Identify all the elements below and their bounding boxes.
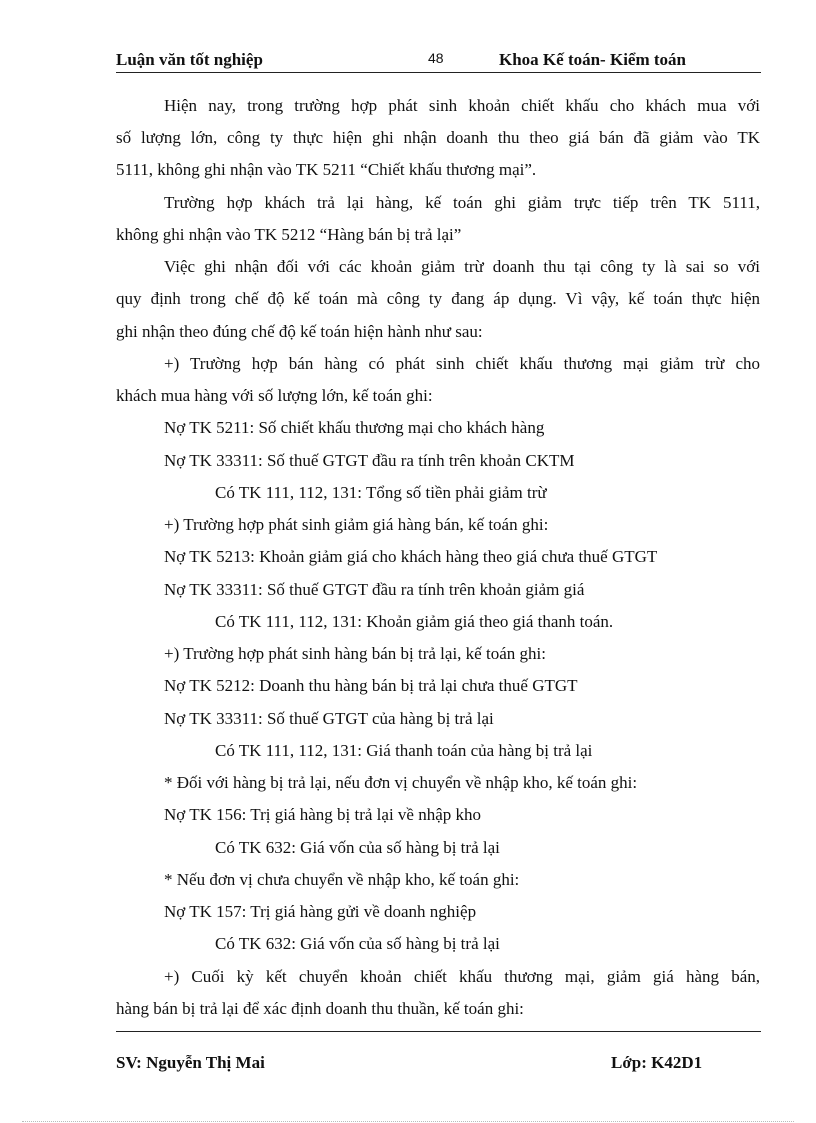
journal-entry-line: Có TK 111, 112, 131: Giá thanh toán của hàng bị trả lại [215,741,593,760]
paragraph-line: +) Trường hợp phát sinh giảm giá hàng bán, kế toán ghi: [164,515,549,534]
journal-entry-line: Nợ TK 33311: Số thuế GTGT đầu ra tính trên khoản giảm giá [164,580,585,599]
journal-entry-line: Nợ TK 156: Trị giá hàng bị trả lại về nhập kho [164,805,482,824]
journal-entry-line: Nợ TK 33311: Số thuế GTGT của hàng bị trả lại [164,709,494,728]
paragraph-line: * Đối với hàng bị trả lại, nếu đơn vị chuyển về nhập kho, kế toán ghi: [164,773,638,792]
footer-class: Lớp: K42D1 [611,1053,703,1072]
header-faculty: Khoa Kế toán- Kiểm toán [499,50,686,69]
paragraph-line: Hiện nay, trong trường hợp phát sinh khoản chiết khấu cho khách mua với [164,96,760,115]
journal-entry-line: Có TK 632: Giá vốn của số hàng bị trả lại [215,838,500,857]
journal-entry-line: Nợ TK 33311: Số thuế GTGT đầu ra tính trên khoản CKTM [164,451,575,470]
journal-entry-line: Có TK 632: Giá vốn của số hàng bị trả lại [215,934,500,953]
page-header [116,48,761,73]
paragraph-line: khách mua hàng với số lượng lớn, kế toán ghi: [116,386,433,405]
paragraph-line: hàng bán bị trả lại để xác định doanh thu thuần, kế toán ghi: [116,999,524,1018]
paragraph-line: số lượng lớn, công ty thực hiện ghi nhận doanh thu theo giá bán đã giảm vào TK [116,128,760,147]
footer-divider [116,1031,761,1032]
paragraph-line: không ghi nhận vào TK 5212 “Hàng bán bị trả lại” [116,225,462,244]
journal-entry-line: Nợ TK 5211: Số chiết khấu thương mại cho khách hàng [164,418,545,437]
journal-entry-line: Có TK 111, 112, 131: Khoản giảm giá theo giá thanh toán. [215,612,614,631]
paragraph-line: +) Trường hợp bán hàng có phát sinh chiết khấu thương mại giảm trừ cho [164,354,760,373]
paragraph-line: +) Cuối kỳ kết chuyển khoản chiết khấu thương mại, giảm giá hàng bán, [164,967,760,986]
paragraph-line: quy định trong chế độ kế toán mà công ty đang áp dụng. Vì vậy, kế toán thực hiện [116,289,760,308]
footer-student-name: SV: Nguyễn Thị Mai [116,1053,265,1072]
paragraph-line: Trường hợp khách trả lại hàng, kế toán ghi giảm trực tiếp trên TK 5111, [164,193,760,212]
paragraph-line: ghi nhận theo đúng chế độ kế toán hiện hành như sau: [116,322,483,341]
paragraph-line: * Nếu đơn vị chưa chuyển về nhập kho, kế toán ghi: [164,870,520,889]
journal-entry-line: Có TK 111, 112, 131: Tổng số tiền phải giảm trừ [215,483,547,502]
header-thesis-title: Luận văn tốt nghiệp [116,50,263,69]
paragraph-line: Việc ghi nhận đối với các khoản giảm trừ doanh thu tại công ty là sai so với [164,257,760,276]
paragraph-line: +) Trường hợp phát sinh hàng bán bị trả lại, kế toán ghi: [164,644,546,663]
journal-entry-line: Nợ TK 157: Trị giá hàng gửi về doanh nghiệp [164,902,477,921]
page-number: 48 [428,50,444,66]
journal-entry-line: Nợ TK 5213: Khoản giảm giá cho khách hàng theo giá chưa thuế GTGT [164,547,658,566]
page-bottom-border [22,1121,794,1122]
paragraph-line: 5111, không ghi nhận vào TK 5211 “Chiết khấu thương mại”. [116,160,537,179]
journal-entry-line: Nợ TK 5212: Doanh thu hàng bán bị trả lại chưa thuế GTGT [164,676,578,695]
